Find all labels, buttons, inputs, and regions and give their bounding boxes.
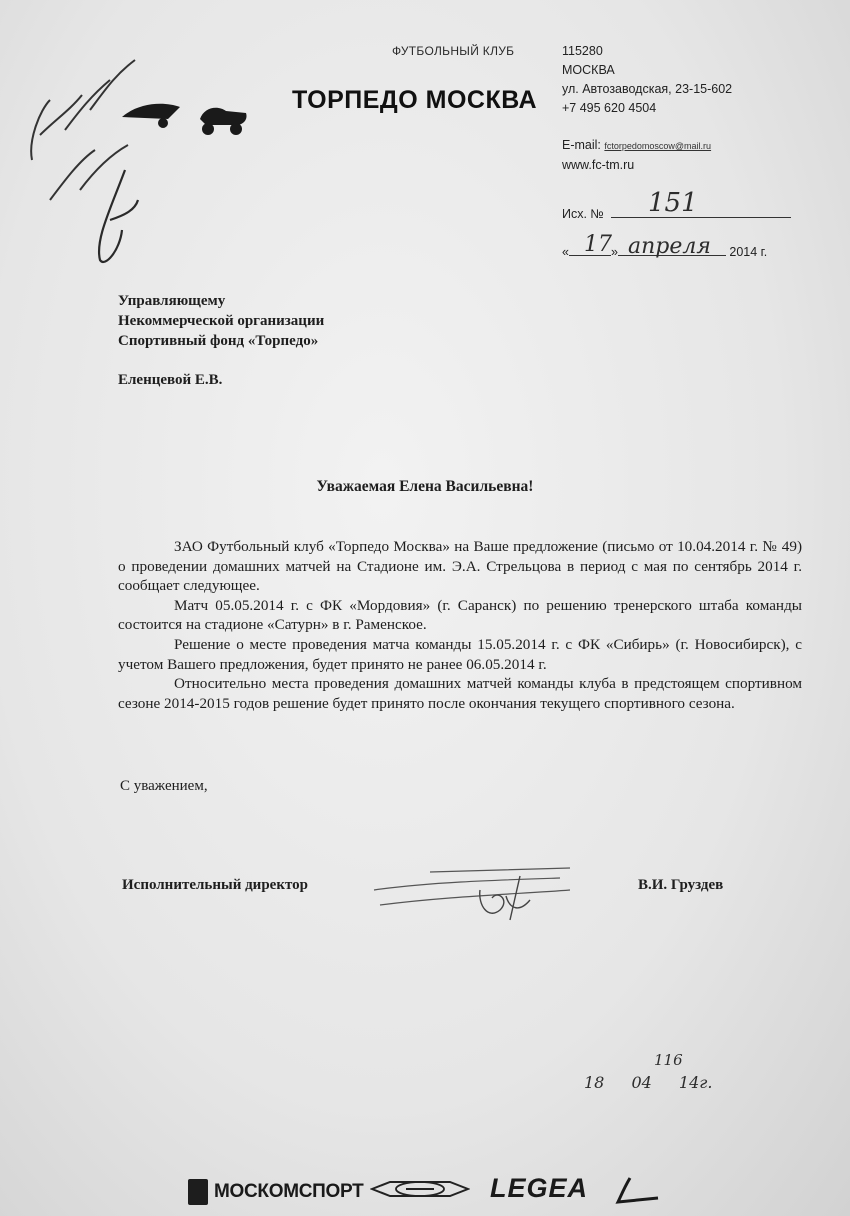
- addressee-line: Управляющему: [118, 293, 226, 309]
- body-paragraph: Относительно места проведения домашних матчей команды клуба в предстоящем спортивном сезоне 2014-2015 годов решение будет принято после окончания текущего спортивного сезона.: [118, 675, 802, 712]
- signer-name: В.И. Груздев: [638, 877, 724, 893]
- outgoing-number-label: Исх. №: [562, 207, 604, 221]
- signer-title: Исполнительный директор: [122, 877, 308, 893]
- addressee-block: [118, 291, 324, 351]
- handwritten-resolution: [10, 40, 150, 270]
- outgoing-number-value: 151: [648, 188, 698, 218]
- address-line: 115280: [562, 44, 603, 58]
- addressee-name: Еленцевой Е.В.: [118, 372, 223, 388]
- moskomsport-logo: [188, 1179, 363, 1205]
- signature: [370, 860, 580, 930]
- zil-logo-icon: [370, 1176, 470, 1202]
- closing: С уважением,: [120, 778, 208, 794]
- greeting: Уважаемая Елена Васильевна!: [316, 478, 534, 495]
- body-paragraph: Матч 05.05.2014 г. с ФК «Мордовия» (г. Саранск) по решению тренерского штаба команды состоится на стадионе «Сатурн» в г. Раменское.: [118, 596, 802, 634]
- date-month: апреля: [628, 234, 711, 259]
- club-address: [562, 42, 732, 118]
- date-day: 17: [584, 232, 612, 257]
- registration-date: 18 04 14г.: [584, 1073, 713, 1092]
- email-link[interactable]: fctorpedomoscow@mail.ru: [604, 141, 712, 151]
- addressee-line: Спортивный фонд «Торпедо»: [118, 333, 319, 349]
- registration-number: 116: [654, 1051, 683, 1069]
- address-line: МОСКВА: [562, 63, 615, 77]
- legea-swoosh-icon: [610, 1176, 660, 1206]
- legea-wordmark: LEGEA: [490, 1173, 589, 1203]
- body-paragraph: Решение о месте проведения матча команды 15.05.2014 г. с ФК «Сибирь» (г. Новосибирск), с учетом Вашего предложения, будет принято не ранее 06.05.2014 г.: [118, 635, 802, 673]
- legea-logo: [490, 1173, 588, 1204]
- club-label: ФУТБОЛЬНЫЙ КЛУБ: [392, 44, 515, 58]
- torpedo-car-icon: [118, 95, 253, 140]
- body-paragraph: ЗАО Футбольный клуб «Торпедо Москва» на Ваше предложение (письмо от 10.04.2014 г. № 49) о проведении домашних матчей на Стадионе им. Э.А. Стрельцова в период с мая по сентябрь 2014 г. сообщает следующее.: [118, 538, 802, 595]
- moskomsport-emblem-icon: [188, 1179, 208, 1205]
- address-line: +7 495 620 4504: [562, 101, 657, 115]
- website-link[interactable]: www.fc-tm.ru: [562, 158, 635, 172]
- date-year: 2014 г.: [729, 245, 768, 259]
- club-name: ТОРПЕДО МОСКВА: [292, 86, 538, 114]
- email-label: E-mail:: [562, 138, 601, 152]
- date-quote-close: »: [610, 245, 618, 259]
- addressee-line: Некоммерческой организации: [118, 313, 325, 329]
- club-contacts: [562, 136, 711, 175]
- date-quote-open: «: [562, 245, 569, 259]
- address-line: ул. Автозаводская, 23-15-602: [562, 82, 733, 96]
- letter-body: [118, 537, 802, 713]
- moskomsport-wordmark: МОСКОМСПОРТ: [214, 1181, 364, 1202]
